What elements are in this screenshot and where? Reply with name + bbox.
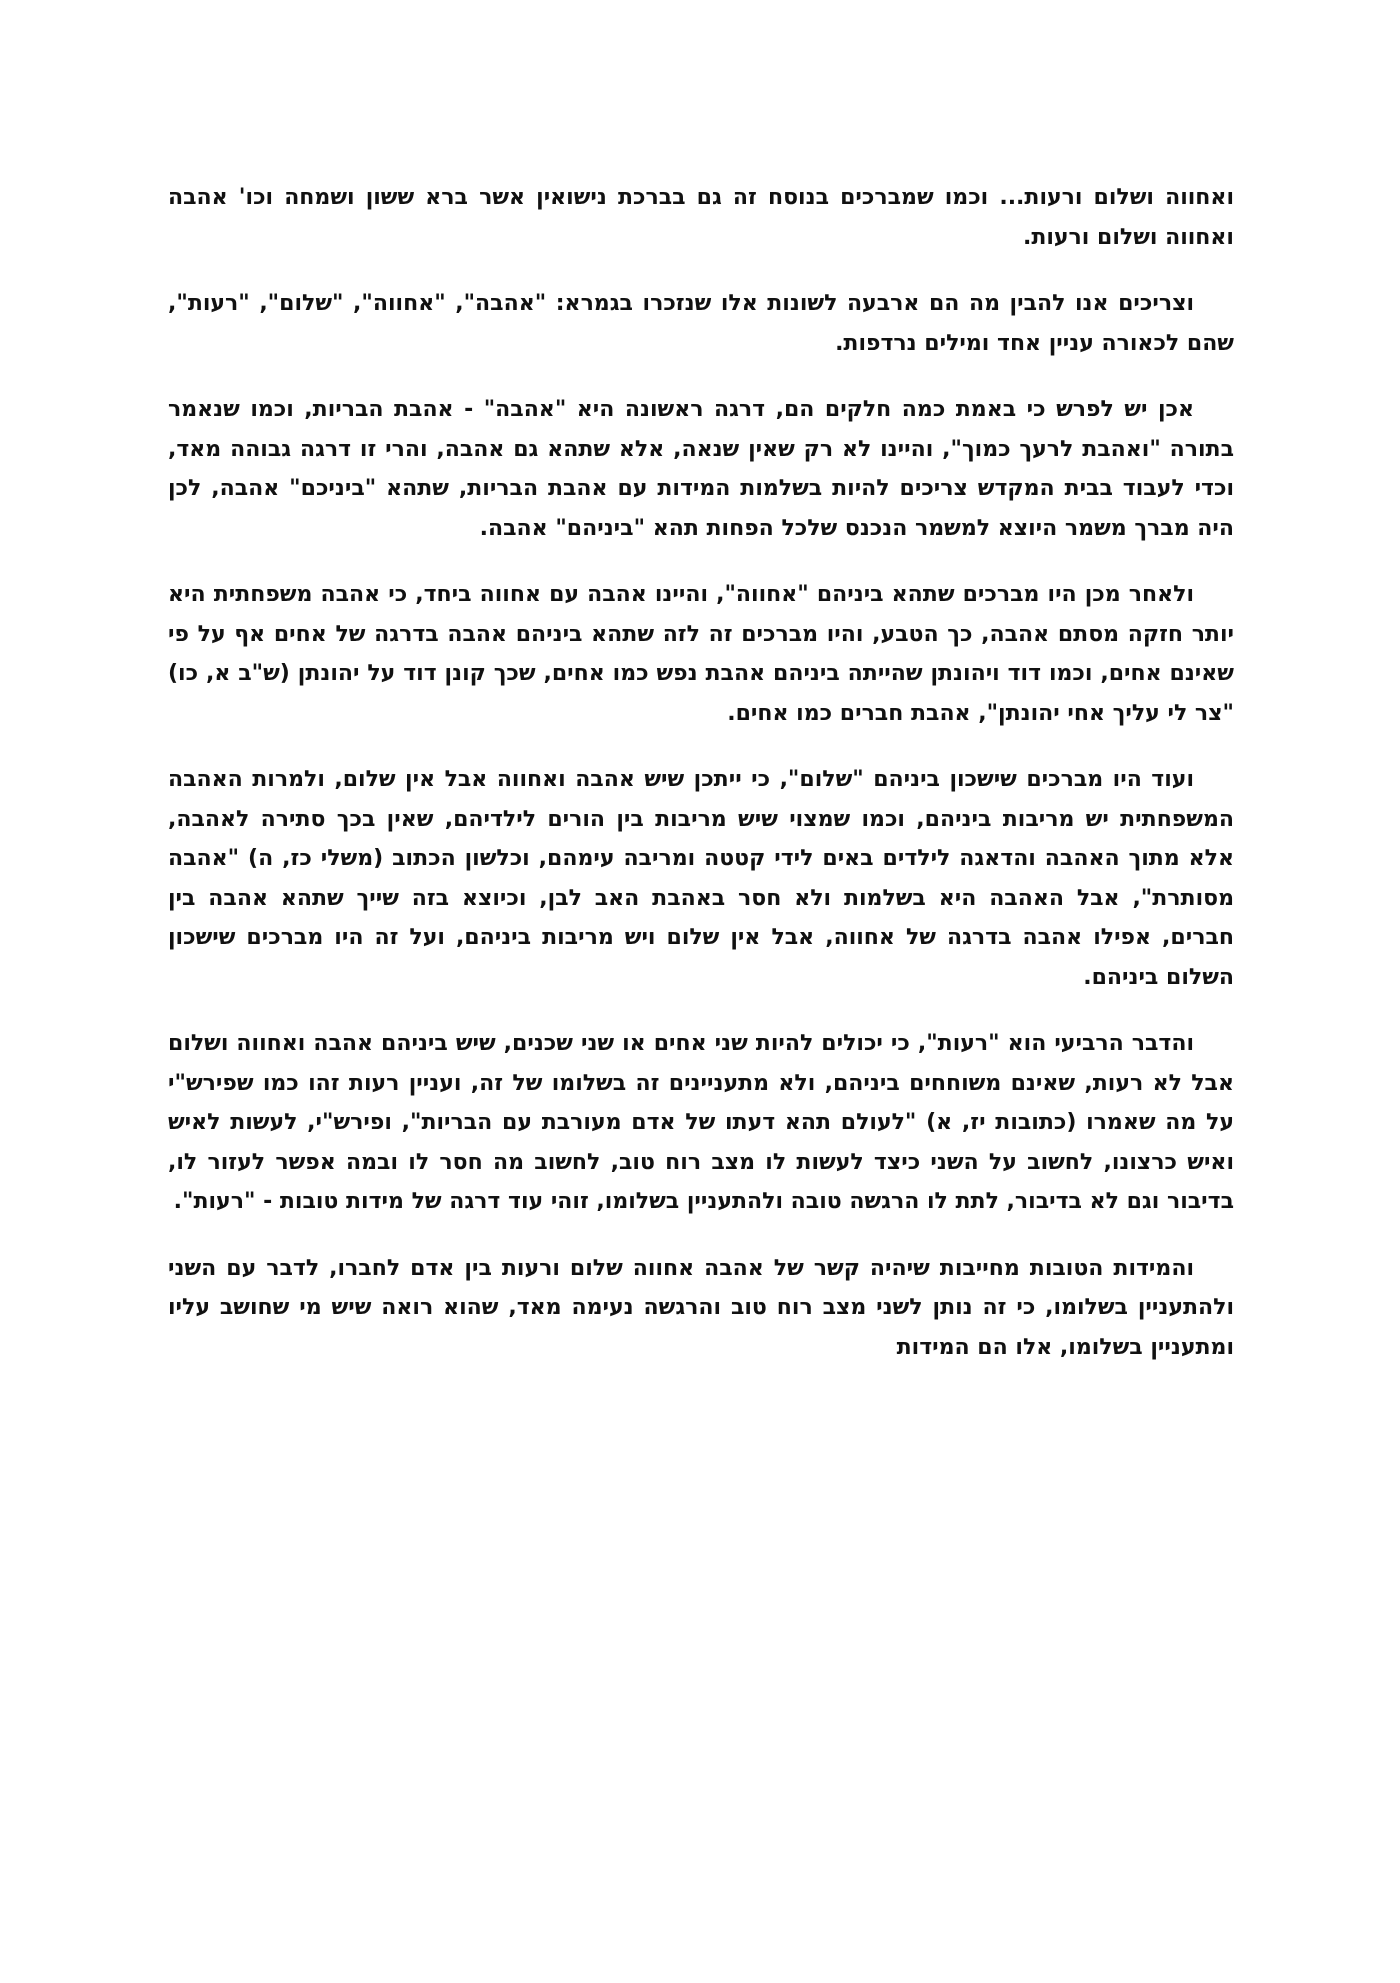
document-body [168,178,1234,1394]
paragraph-6: והדבר הרביעי הוא "רעות", כי יכולים להיות שני אחים או שני שכנים, שיש ביניהם אהבה ואחווה ושלום אבל לא רעות, שאינם משוחחים ביניהם, ולא מתעניינים זה בשלומו של זה, ועניין רעות זהו כמו שפירש"י על מה שאמרו (כתובות יז, א) "לעולם תהא דעתו של אדם מעורבת עם הבריות", ופירש"י, לעשות לאיש ואיש כרצונו, לחשוב על השני כיצד לעשות לו מצב רוח טוב, לחשוב מה חסר לו ובמה אפשר לעזור לו, בדיבור וגם לא בדיבור, לתת לו הרגשה טובה ולהתעניין בשלומו, זוהי עוד דרגה של מידות טובות - "רעות". [168,1031,1234,1214]
paragraph-5: ועוד היו מברכים שישכון ביניהם "שלום", כי ייתכן שיש אהבה ואחווה אבל אין שלום, ולמרות האהבה המשפחתית יש מריבות ביניהם, וכמו שמצוי שיש מריבות בין הורים לילדיהם, שאין בכך סתירה לאהבה, אלא מתוך האהבה והדאגה לילדים באים לידי קטטה ומריבה עימהם, וכלשון הכתוב (משלי כז, ה) "אהבה מסותרת", אבל האהבה היא בשלמות ולא חסר באהבת האב לבן, וכיוצא בזה שייך שתהא אהבה בין חברים, אפילו אהבה בדרגה של אחווה, אבל אין שלום ויש מריבות ביניהם, ועל זה היו מברכים שישכון השלום ביניהם. [168,767,1234,990]
paragraph-7: והמידות הטובות מחייבות שיהיה קשר של אהבה אחווה שלום ורעות בין אדם לחברו, לדבר עם השני ולהתעניין בשלומו, כי זה נותן לשני מצב רוח טוב והרגשה נעימה מאד, שהוא רואה שיש מי שחושב עליו ומתעניין בשלומו, אלו הם המידות [168,1255,1234,1360]
paragraph-3: אכן יש לפרש כי באמת כמה חלקים הם, דרגה ראשונה היא "אהבה" - אהבת הבריות, וכמו שנאמר בתורה "ואהבת לרעך כמוך", והיינו לא רק שאין שנאה, אלא שתהא גם אהבה, והרי זו דרגה גבוהה מאד, וכדי לעבוד בבית המקדש צריכים להיות בשלמות המידות עם אהבת הבריות, שתהא "ביניכם" אהבה, לכן היה מברך משמר היוצא למשמר הנכנס שלכל הפחות תהא "ביניהם" אהבה. [168,397,1234,541]
paragraph-4: ולאחר מכן היו מברכים שתהא ביניהם "אחווה", והיינו אהבה עם אחווה ביחד, כי אהבה משפחתית היא יותר חזקה מסתם אהבה, כך הטבע, והיו מברכים זה לזה שתהא ביניהם אהבה בדרגה של אחים אף על פי שאינם אחים, וכמו דוד ויהונתן שהייתה ביניהם אהבת נפש כמו אחים, שכך קונן דוד על יהונתן (ש"ב א, כו) "צר לי עליך אחי יהונתן", אהבת חברים כמו אחים. [168,582,1234,726]
paragraph-2: וצריכים אנו להבין מה הם ארבעה לשונות אלו שנזכרו בגמרא: "אהבה", "אחווה", "שלום", "רעות", שהם לכאורה עניין אחד ומילים נרדפות. [168,291,1234,356]
paragraph-1: ואחווה ושלום ורעות... וכמו שמברכים בנוסח זה גם בברכת נישואין אשר ברא ששון ושמחה וכו' אהבה ואחווה ושלום ורעות. [168,185,1234,250]
